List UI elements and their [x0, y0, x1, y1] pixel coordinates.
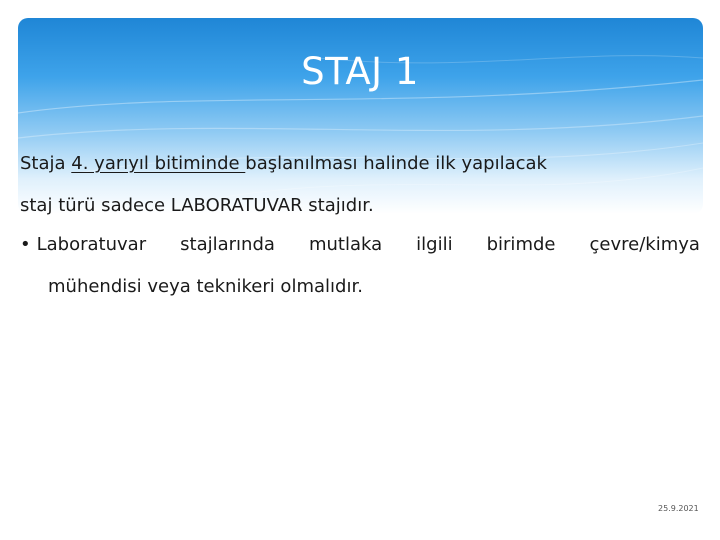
slide-title: STAJ 1 — [301, 50, 419, 93]
bullet-word: ilgili — [416, 234, 453, 255]
footer-date: 25.9.2021 — [658, 504, 699, 513]
bullet-line1 — [20, 224, 700, 266]
bullet-word: stajlarında — [180, 234, 275, 255]
bullet-word: mutlaka — [308, 234, 383, 255]
bullet-word: Laboratuvar — [36, 234, 147, 255]
bullet-list-item — [20, 224, 700, 308]
bullet-marker: • — [20, 234, 31, 255]
paragraph-rest: başlanılması halinde ilk yapılacak — [245, 153, 547, 174]
paragraph-line2: staj türü sadece LABORATUVAR stajıdır. — [20, 195, 374, 216]
bullet-word: birimde — [486, 234, 556, 255]
intro-paragraph — [20, 143, 710, 227]
paragraph-lead: Staja — [20, 153, 72, 174]
bullet-word: çevre/kimya — [589, 234, 700, 255]
paragraph-underlined-text: 4. yarıyıl bitiminde — [71, 153, 246, 174]
bullet-line2: mühendisi veya teknikeri olmalıdır. — [48, 276, 363, 297]
